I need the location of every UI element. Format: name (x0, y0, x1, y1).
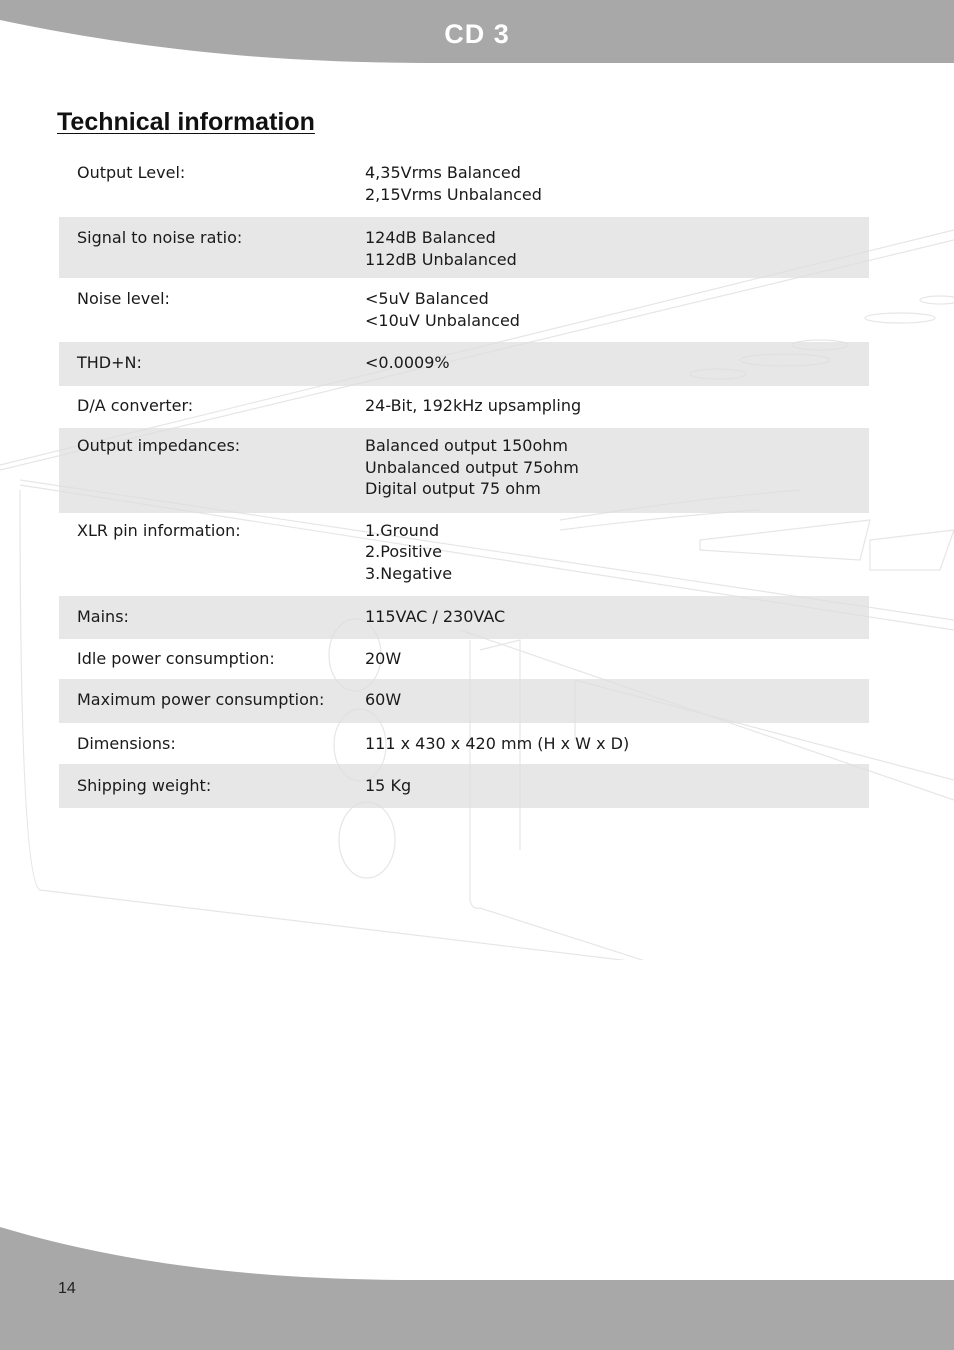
spec-label: THD+N: (77, 353, 142, 372)
spec-row (59, 679, 869, 723)
spec-label: Dimensions: (77, 733, 176, 753)
spec-label: Mains: (77, 607, 129, 626)
spec-row (59, 152, 869, 217)
spec-label: Shipping weight: (77, 776, 212, 795)
spec-value-line: 24-Bit, 192kHz upsampling (365, 395, 582, 415)
spec-row (59, 278, 869, 342)
spec-value-line: <5uV Balanced (365, 289, 489, 308)
header-band (0, 0, 954, 63)
spec-row (59, 764, 869, 808)
spec-value (364, 689, 869, 711)
spec-value (364, 288, 869, 331)
spec-label: Idle power consumption: (77, 648, 275, 668)
spec-row (59, 342, 869, 386)
spec-value-line: Digital output 75 ohm (365, 479, 541, 498)
spec-value (364, 435, 869, 500)
spec-value-line: 111 x 430 x 420 mm (H x W x D) (365, 733, 630, 753)
spec-value (364, 227, 869, 270)
spec-row (59, 723, 869, 765)
page-header-title: CD 3 (444, 19, 510, 49)
spec-value (364, 733, 869, 755)
spec-value-line: 3.Negative (365, 563, 453, 583)
spec-label: D/A converter: (77, 395, 194, 415)
spec-value-line: 4,35Vrms Balanced (365, 163, 521, 182)
spec-label: Output Level: (77, 163, 186, 182)
spec-row (59, 217, 869, 278)
spec-row (59, 639, 869, 680)
spec-value (364, 606, 869, 628)
spec-value (364, 162, 869, 205)
spec-value-line: 1.Ground (365, 520, 440, 540)
spec-label: Noise level: (77, 289, 170, 308)
spec-label: Signal to noise ratio: (77, 228, 243, 247)
spec-value (364, 395, 869, 417)
spec-value (364, 775, 869, 797)
spec-value-line: Balanced output 150ohm (365, 436, 568, 455)
spec-value-line: Unbalanced output 75ohm (365, 457, 579, 477)
spec-value-line: <10uV Unbalanced (365, 310, 520, 330)
spec-label: XLR pin information: (77, 520, 241, 540)
spec-row (59, 596, 869, 639)
footer-band (0, 1222, 954, 1350)
spec-value-line: 15 Kg (365, 776, 412, 795)
spec-value-line: 60W (365, 690, 402, 709)
page-number: 14 (58, 1280, 76, 1297)
spec-value-line: 124dB Balanced (365, 228, 496, 247)
spec-label: Maximum power consumption: (77, 690, 325, 709)
spec-value (364, 520, 869, 585)
spec-label: Output impedances: (77, 436, 241, 455)
spec-row (59, 428, 869, 513)
spec-value-line: 2.Positive (365, 542, 442, 561)
section-title: Technical information (57, 108, 315, 136)
spec-value-line: 2,15Vrms Unbalanced (365, 184, 542, 204)
spec-value-line: 112dB Unbalanced (365, 249, 517, 269)
spec-value-line: <0.0009% (365, 353, 450, 372)
spec-row (59, 386, 869, 429)
spec-value (364, 648, 869, 670)
footer-curve-shape (0, 1222, 954, 1350)
spec-table (59, 152, 869, 808)
spec-value-line: 115VAC / 230VAC (365, 607, 506, 626)
spec-row (59, 513, 869, 597)
spec-value (364, 352, 869, 374)
spec-value-line: 20W (365, 648, 402, 668)
